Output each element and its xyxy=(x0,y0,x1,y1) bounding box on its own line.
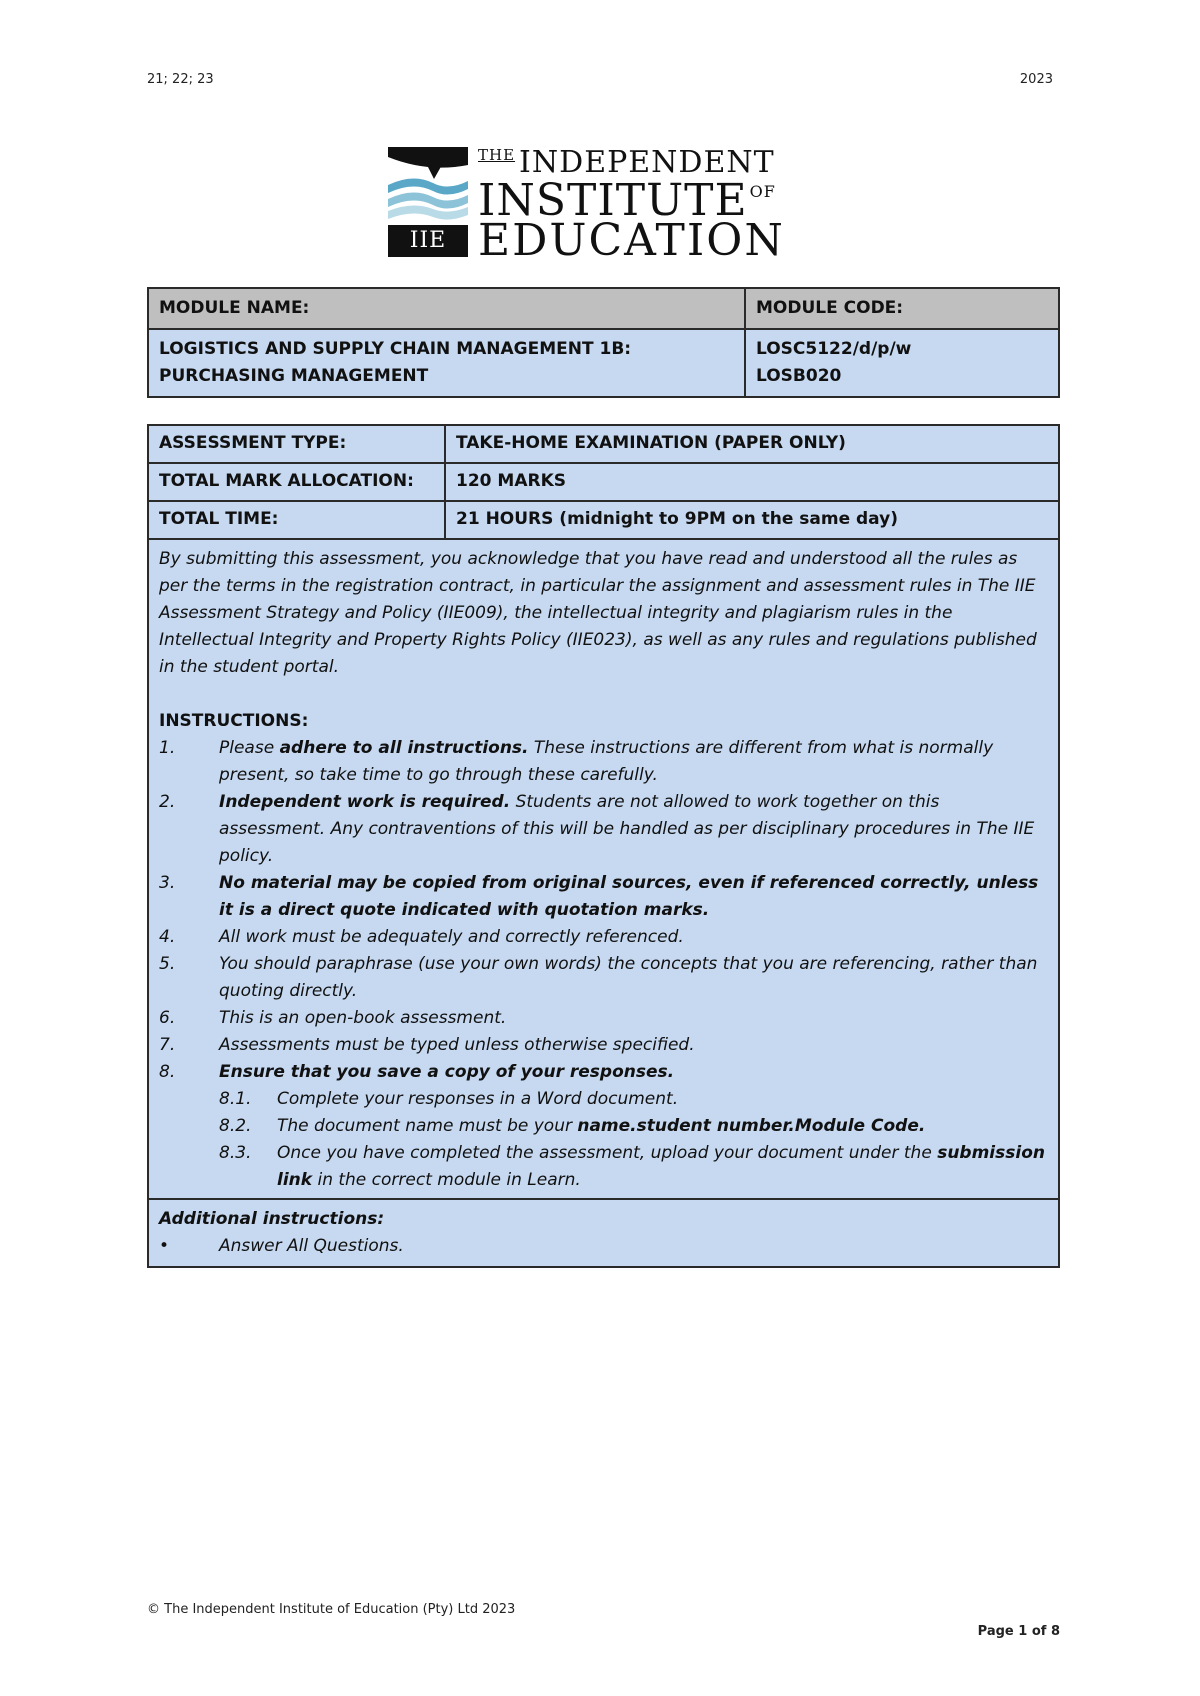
header-year-codes: 21; 22; 23 xyxy=(147,72,214,87)
instruction-text: This is an open-book assessment. xyxy=(219,1008,507,1028)
instructions-title: INSTRUCTIONS: xyxy=(159,711,309,731)
instruction-text: You should paraphrase (use your own words) the concepts that you are referencing, rather than quoting directly. xyxy=(219,954,1038,1001)
additional-instructions-cell xyxy=(148,1199,1059,1267)
instruction-number: 6. xyxy=(159,1008,176,1028)
instructions-list xyxy=(159,735,1048,1194)
additional-instruction-item xyxy=(159,1233,1048,1260)
additional-instructions-title: Additional instructions: xyxy=(159,1209,385,1229)
sub-instruction-item xyxy=(219,1086,1048,1113)
instructions-cell xyxy=(148,539,1059,1199)
sub-instruction-number: 8.3. xyxy=(219,1143,252,1163)
instruction-number: 4. xyxy=(159,927,176,947)
instruction-text: These instructions are different from what is normally present, so take time to go through these carefully. xyxy=(219,738,994,785)
sub-instruction-item xyxy=(219,1140,1048,1194)
logo-line-3: EDUCATION xyxy=(478,215,785,266)
sub-instruction-text: Once you have completed the assessment, upload your document under the xyxy=(277,1143,938,1163)
instruction-item xyxy=(159,1005,1048,1032)
instruction-number: 8. xyxy=(159,1062,176,1082)
assessment-type-value: TAKE-HOME EXAMINATION (PAPER ONLY) xyxy=(445,425,1059,463)
module-code-1: LOSC5122/d/p/w xyxy=(756,339,912,359)
module-name-header: MODULE NAME: xyxy=(148,288,745,329)
assessment-table xyxy=(147,424,1060,1268)
page-number: Page 1 of 8 xyxy=(977,1624,1060,1639)
logo-the: THE xyxy=(478,146,516,164)
sub-instruction-item xyxy=(219,1113,1048,1140)
instruction-emphasis: Independent work is required. xyxy=(219,792,511,812)
instruction-number: 2. xyxy=(159,792,176,812)
instruction-item xyxy=(159,870,1048,924)
instruction-item xyxy=(159,789,1048,870)
bullet-icon: • xyxy=(159,1236,170,1256)
instruction-emphasis: Ensure that you save a copy of your responses. xyxy=(219,1062,675,1082)
instruction-number: 7. xyxy=(159,1035,176,1055)
instruction-number: 5. xyxy=(159,954,176,974)
total-marks-value: 120 MARKS xyxy=(445,463,1059,501)
sub-instruction-number: 8.1. xyxy=(219,1089,252,1109)
additional-instruction-text: Answer All Questions. xyxy=(219,1236,404,1256)
instruction-text: Students are not allowed to work together on this assessment. Any contraventions of this will be handled as per disciplinary procedures in The IIE policy. xyxy=(219,792,1035,866)
footer-copyright: © The Independent Institute of Education (Pty) Ltd 2023 xyxy=(147,1602,516,1617)
sub-instruction-text: in the correct module in Learn. xyxy=(312,1170,581,1190)
total-marks-label: TOTAL MARK ALLOCATION: xyxy=(148,463,445,501)
instruction-item xyxy=(159,735,1048,789)
sub-instruction-text: Complete your responses in a Word document. xyxy=(277,1089,679,1109)
sub-instruction-number: 8.2. xyxy=(219,1116,252,1136)
sub-instruction-emphasis: name.student number.Module Code. xyxy=(577,1116,926,1136)
instruction-emphasis: adhere to all instructions. xyxy=(279,738,529,758)
assessment-type-label: ASSESSMENT TYPE: xyxy=(148,425,445,463)
sub-instruction-text: The document name must be your xyxy=(277,1116,578,1136)
instruction-text: All work must be adequately and correctly referenced. xyxy=(219,927,684,947)
iie-logo xyxy=(388,145,828,266)
module-code-value xyxy=(745,329,1059,397)
instruction-item xyxy=(159,951,1048,1005)
instruction-number: 1. xyxy=(159,738,176,758)
instruction-item xyxy=(159,1032,1048,1059)
logo-of: OF xyxy=(749,182,776,201)
total-time-label: TOTAL TIME: xyxy=(148,501,445,539)
instruction-number: 3. xyxy=(159,873,176,893)
module-table xyxy=(147,287,1060,398)
instruction-item xyxy=(159,924,1048,951)
instruction-text: Please xyxy=(219,738,280,758)
book-wave-logo-icon xyxy=(388,145,468,225)
iie-badge: IIE xyxy=(388,225,468,257)
module-code-header: MODULE CODE: xyxy=(745,288,1059,329)
logo-line-2: INSTITUTE xyxy=(478,175,748,226)
declaration-text: By submitting this assessment, you acknowledge that you have read and understood all the rules as per the terms in the registration contract, in particular the assignment and assessment rules in The IIE Assessment Strategy and Policy (IIE009), the intellectual integrity and plagiarism rules in the Intellectual Integrity and Property Rights Policy (IIE023), as well as any rules and regulations published in the student portal. xyxy=(159,549,1037,677)
instruction-text: Assessments must be typed unless otherwise specified. xyxy=(219,1035,695,1055)
logo-line-1: INDEPENDENT xyxy=(519,145,775,180)
header-year: 2023 xyxy=(1019,72,1053,87)
sub-instruction-emphasis: submission link xyxy=(277,1143,1045,1190)
module-name-value: LOGISTICS AND SUPPLY CHAIN MANAGEMENT 1B: PURCHASING MANAGEMENT xyxy=(148,329,745,397)
total-time-value: 21 HOURS (midnight to 9PM on the same day) xyxy=(445,501,1059,539)
instruction-emphasis: No material may be copied from original sources, even if referenced correctly, unless it is a direct quote indicated with quotation marks. xyxy=(219,873,1039,920)
sub-instructions-list xyxy=(219,1086,1048,1194)
instruction-item xyxy=(159,1059,1048,1194)
module-code-2: LOSB020 xyxy=(756,366,842,386)
